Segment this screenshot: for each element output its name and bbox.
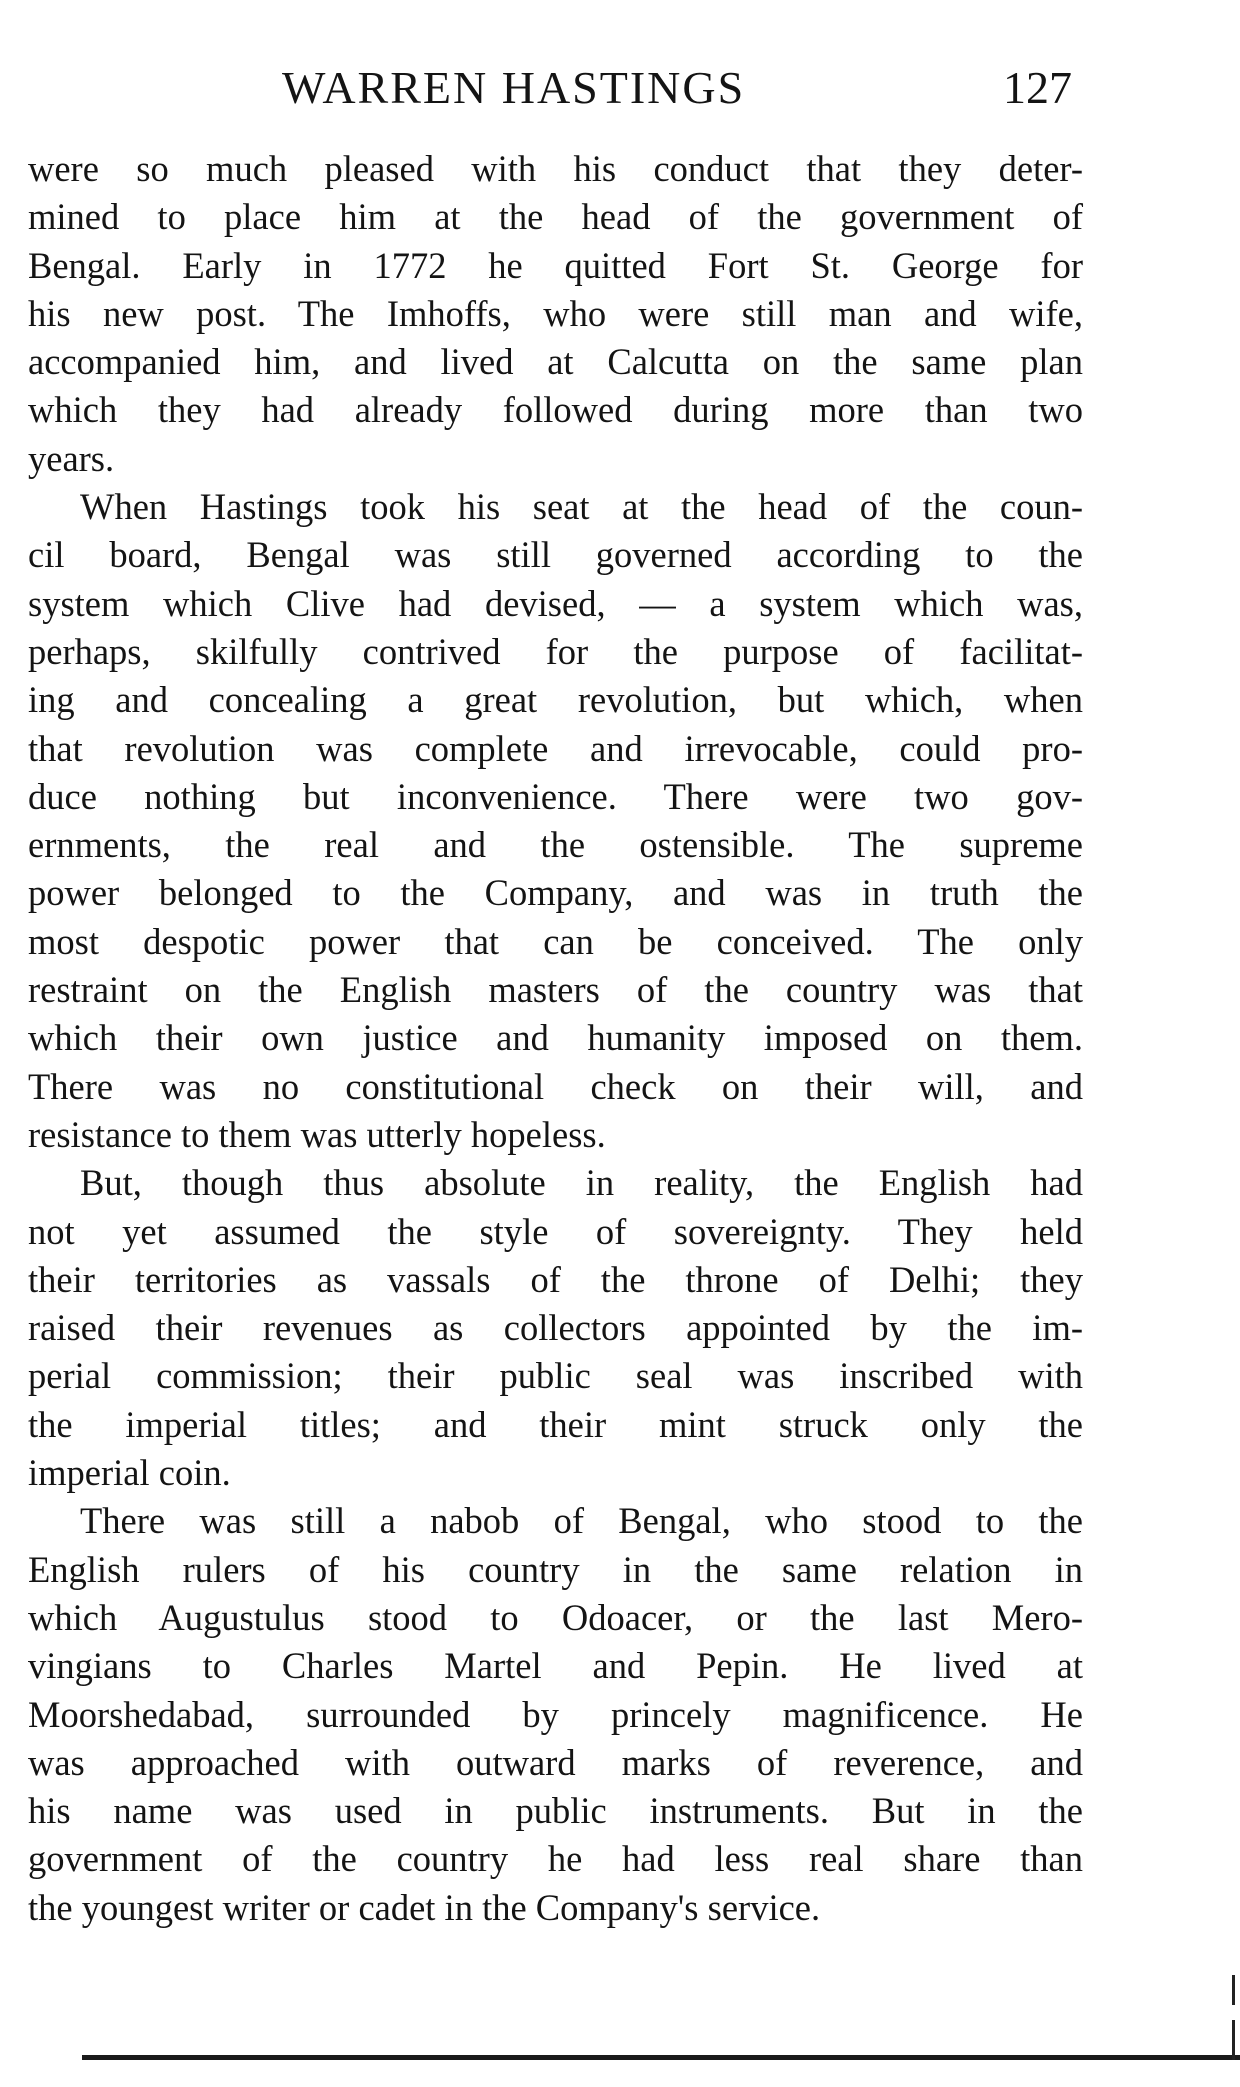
- text-line: the imperial titles; and their mint struck only the: [28, 1403, 1083, 1445]
- text-line: that revolution was complete and irrevocable, could pro-: [28, 727, 1083, 769]
- text-line: Moorshedabad, surrounded by princely magnificence. He: [28, 1693, 1083, 1735]
- text-line: There was no constitutional check on their will, and: [28, 1065, 1083, 1107]
- text-line: English rulers of his country in the same relation in: [28, 1548, 1083, 1590]
- text-line: years.: [28, 437, 115, 479]
- bottom-rule: [82, 2055, 1240, 2060]
- paragraph: [28, 483, 1083, 1159]
- text-line: not yet assumed the style of sovereignty. They held: [28, 1210, 1083, 1252]
- text-line: which their own justice and humanity imposed on them.: [28, 1017, 1083, 1059]
- text-line: were so much pleased with his conduct that they deter-: [28, 148, 1083, 189]
- text-line: duce nothing but inconvenience. There were two gov-: [28, 775, 1083, 817]
- text-line: restraint on the English masters of the country was that: [28, 969, 1083, 1011]
- text-line: vingians to Charles Martel and Pepin. He lived at: [28, 1645, 1083, 1687]
- paragraph: [28, 145, 1083, 483]
- page-edge-mark: [1232, 1975, 1235, 2005]
- text-line: which they had already followed during more than two: [28, 389, 1083, 431]
- text-line: was approached with outward marks of reverence, and: [28, 1741, 1083, 1783]
- running-head-title: WARREN HASTINGS: [282, 62, 746, 113]
- text-line: When Hastings took his seat at the head of the coun-: [80, 486, 1083, 528]
- body-text: [28, 145, 1083, 1932]
- text-line: imperial coin.: [28, 1452, 231, 1494]
- text-line: their territories as vassals of the throne of Delhi; they: [28, 1258, 1083, 1300]
- text-line: There was still a nabob of Bengal, who stood to the: [80, 1500, 1083, 1542]
- text-line: system which Clive had devised, — a system which was,: [28, 582, 1083, 624]
- text-line: perhaps, skilfully contrived for the purpose of facilitat-: [28, 630, 1083, 672]
- text-line: cil board, Bengal was still governed according to the: [28, 534, 1083, 576]
- text-line: which Augustulus stood to Odoacer, or the last Mero-: [28, 1596, 1083, 1638]
- text-line: mined to place him at the head of the government of: [28, 196, 1083, 238]
- text-line: his name was used in public instruments. But in the: [28, 1790, 1083, 1832]
- text-line: ernments, the real and the ostensible. The supreme: [28, 824, 1083, 866]
- text-line: accompanied him, and lived at Calcutta on the same plan: [28, 341, 1083, 383]
- text-line: resistance to them was utterly hopeless.: [28, 1113, 606, 1155]
- text-line: his new post. The Imhoffs, who were still man and wife,: [28, 292, 1083, 334]
- text-line: perial commission; their public seal was inscribed with: [28, 1355, 1083, 1397]
- text-line: ing and concealing a great revolution, but which, when: [28, 679, 1083, 721]
- text-line: the youngest writer or cadet in the Company's service.: [28, 1886, 821, 1928]
- paragraph: [28, 1497, 1083, 1932]
- text-line: most despotic power that can be conceived. The only: [28, 920, 1083, 962]
- paragraph: [28, 1159, 1083, 1497]
- text-line: raised their revenues as collectors appointed by the im-: [28, 1307, 1083, 1349]
- text-line: government of the country he had less real share than: [28, 1838, 1083, 1880]
- text-line: But, though thus absolute in reality, the English had: [80, 1162, 1083, 1204]
- page-edge-mark: [1232, 2020, 1235, 2060]
- running-head: [0, 58, 1240, 118]
- page-number: 127: [1003, 62, 1072, 113]
- text-line: Bengal. Early in 1772 he quitted Fort St. George for: [28, 244, 1083, 286]
- text-line: power belonged to the Company, and was in truth the: [28, 872, 1083, 914]
